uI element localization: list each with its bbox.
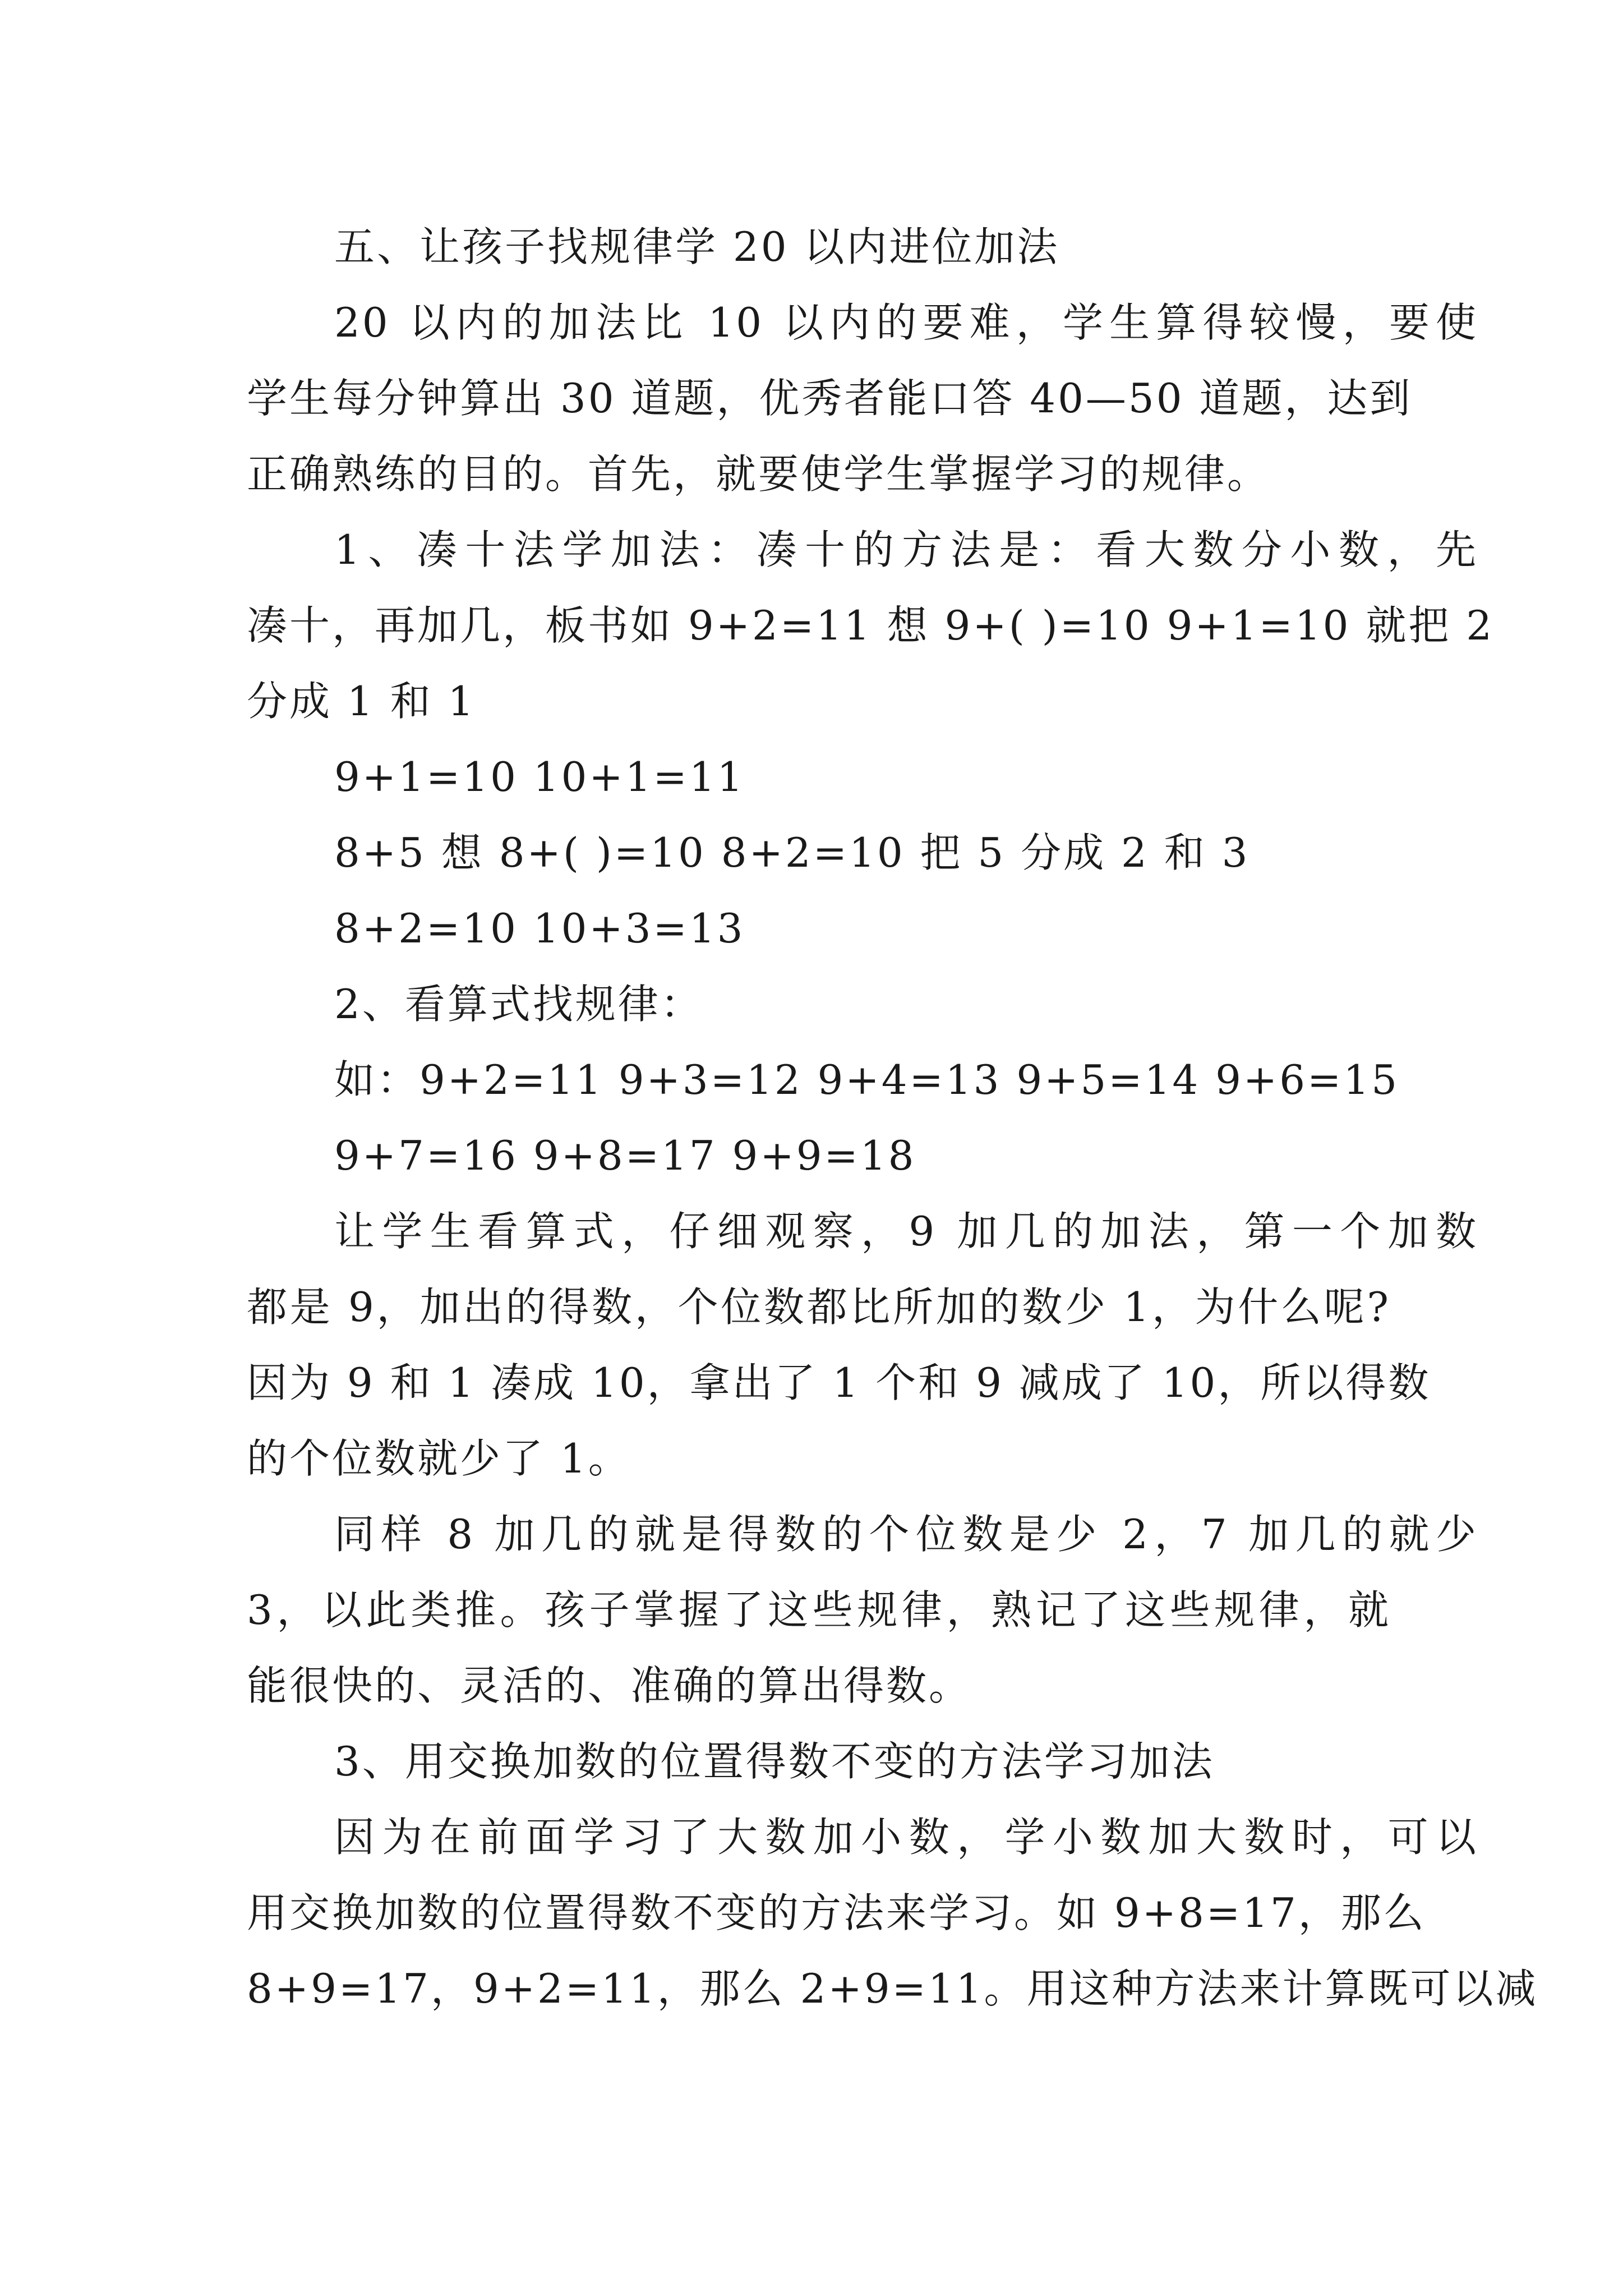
equation-line: 8+5 想 8+( )=10 8+2=10 把 5 分成 2 和 3	[334, 829, 1250, 876]
subsection-heading: 2、看算式找规律：	[334, 981, 703, 1028]
paragraph-line: 正确熟练的目的。首先，就要使学生掌握学习的规律。	[247, 450, 1270, 498]
paragraph-line: 学生每分钟算出 30 道题，优秀者能口答 40—50 道题，达到	[247, 375, 1413, 422]
paragraph-line: 能很快的、灵活的、准确的算出得数。	[247, 1662, 972, 1709]
paragraph-line: 让学生看算式，仔细观察，9 加几的加法，第一个加数	[334, 1208, 1478, 1255]
equation-line: 8+2=10 10+3=13	[334, 905, 745, 952]
paragraph-line: 1、凑十法学加法：凑十的方法是：看大数分小数，先	[334, 526, 1478, 573]
paragraph-line: 凑十，再加几，板书如 9+2=11 想 9+( )=10 9+1=10 就把 2	[247, 602, 1495, 649]
equation-line: 如：9+2=11 9+3=12 9+4=13 9+5=14 9+6=15	[334, 1056, 1399, 1103]
subsection-heading: 3、用交换加数的位置得数不变的方法学习加法	[334, 1738, 1215, 1785]
paragraph-line: 都是 9，加出的得数，个位数都比所加的数少 1，为什么呢?	[247, 1283, 1391, 1331]
paragraph-line: 20 以内的加法比 10 以内的要难，学生算得较慢，要使	[334, 299, 1478, 346]
paragraph-line: 同样 8 加几的就是得数的个位数是少 2，7 加几的就少	[334, 1511, 1478, 1558]
paragraph-line: 分成 1 和 1	[247, 678, 476, 725]
equation-line: 9+1=10 10+1=11	[334, 753, 745, 800]
paragraph-line: 用交换加数的位置得数不变的方法来学习。如 9+8=17，那么	[247, 1889, 1426, 1936]
paragraph-line: 3，以此类推。孩子掌握了这些规律，熟记了这些规律，就	[247, 1586, 1391, 1634]
paragraph-line: 8+9=17，9+2=11，那么 2+9=11。用这种方法来计算既可以减	[247, 1965, 1538, 2012]
section-heading: 五、让孩子找规律学 20 以内进位加法	[334, 223, 1060, 270]
paragraph-line: 的个位数就少了 1。	[247, 1435, 631, 1482]
paragraph-line: 因为在前面学习了大数加小数，学小数加大数时，可以	[334, 1814, 1478, 1861]
equation-line: 9+7=16 9+8=17 9+9=18	[334, 1132, 916, 1179]
paragraph-line: 因为 9 和 1 凑成 10，拿出了 1 个和 9 减成了 10，所以得数	[247, 1359, 1431, 1406]
